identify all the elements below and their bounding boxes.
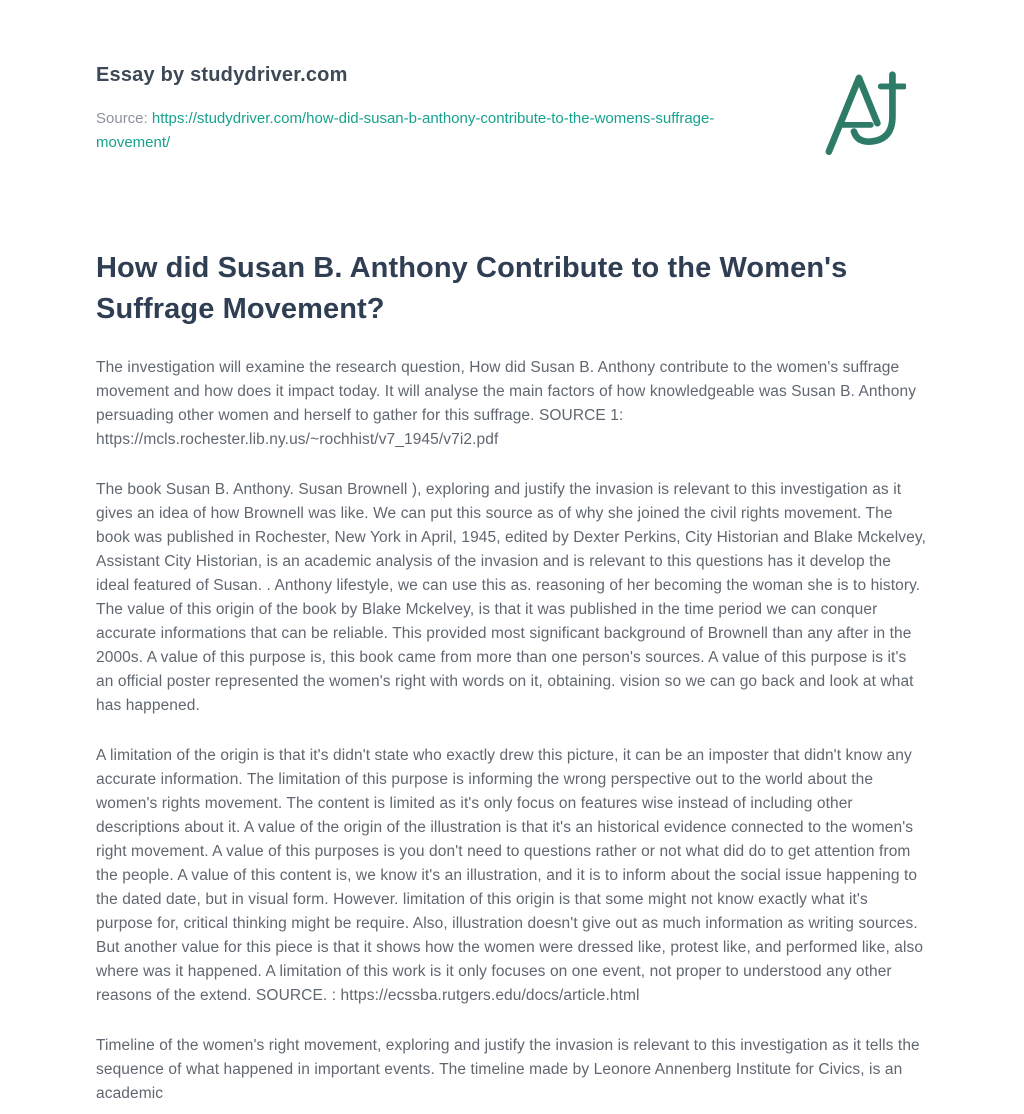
essay-body [96, 356, 928, 1106]
byline: Essay by studydriver.com [96, 64, 348, 86]
studydriver-logo-icon [822, 68, 906, 160]
page-header [96, 64, 928, 160]
source-line [96, 107, 761, 155]
source-label: Source: [96, 110, 148, 127]
essay-paragraph-3: A limitation of the origin is that it's didn't state who exactly drew this picture, it can be an imposter that didn't know any accurate information. The limitation of this purpose is informing the wrong perspective out to the world about the women's rights movement. The content is limited as it's only focus on features wise instead of including other descriptions about it. A value of the origin of the illustration is that it's an historical evidence connected to the women's right movement. A value of this purposes is you don't need to questions rather or not what did do to get attention from the people. A value of this content is, we know it's an illustration, and it is to inform about the social issue happening to the dated date, but in visual form. However. limitation of this origin is that some might not know exactly what it's purpose for, critical thinking might be require. Also, illustration doesn't give out as much information as writing sources. But another value for this piece is that it shows how the women were dressed like, protest like, and performed like, also where was it happened. A limitation of this work is it only focuses on one event, not proper to understood any other reasons of the extend. SOURCE. : https://ecssba.rutgers.edu/docs/article.html [96, 747, 924, 1004]
essay-paragraph-2: The book Susan B. Anthony. Susan Brownell ), exploring and justify the invasion is relevant to this investigation as it gives an idea of how Brownell was like. We can put this source as of why she joined the civil rights movement. The book was published in Rochester, New York in April, 1945, edited by Dexter Perkins, City Historian and Blake Mckelvey, Assistant City Historian, is an academic analysis of the invasion and is relevant to this questions has it develop the ideal featured of Susan. . Anthony lifestyle, we can use this as. reasoning of her becoming the woman she is to history. The value of this origin of the book by Blake Mckelvey, is that it was published in the time period we can conquer accurate informations that can be reliable. This provided most significant background of Brownell than any after in the 2000s. A value of this purpose is, this book came from more than one person's sources. A value of this purpose is it's an official poster represented the women's right with words on it, obtaining. vision so we can go back and look at what has happened. [96, 481, 926, 714]
source-link[interactable]: https://studydriver.com/how-did-susan-b-anthony-contribute-to-the-womens-suffrage-movement/ [96, 110, 715, 151]
header-text-block [96, 64, 761, 155]
essay-title: How did Susan B. Anthony Contribute to the Women's Suffrage Movement? [96, 252, 848, 325]
essay-paragraph-4: Timeline of the women's right movement, exploring and justify the invasion is relevant to this investigation as it tells the sequence of what happened in important events. The timeline made by Leonore Annenberg Institute for Civics, is an academic [96, 1037, 920, 1102]
essay-paragraph-1: The investigation will examine the research question, How did Susan B. Anthony contribute to the women's suffrage movement and how does it impact today. It will analyse the main factors of how knowledgeable was Susan B. Anthony persuading other women and herself to gather for this suffrage. SOURCE 1: https://mcls.rochester.lib.ny.us/~rochhist/v7_1945/v7i2.pdf [96, 359, 917, 448]
